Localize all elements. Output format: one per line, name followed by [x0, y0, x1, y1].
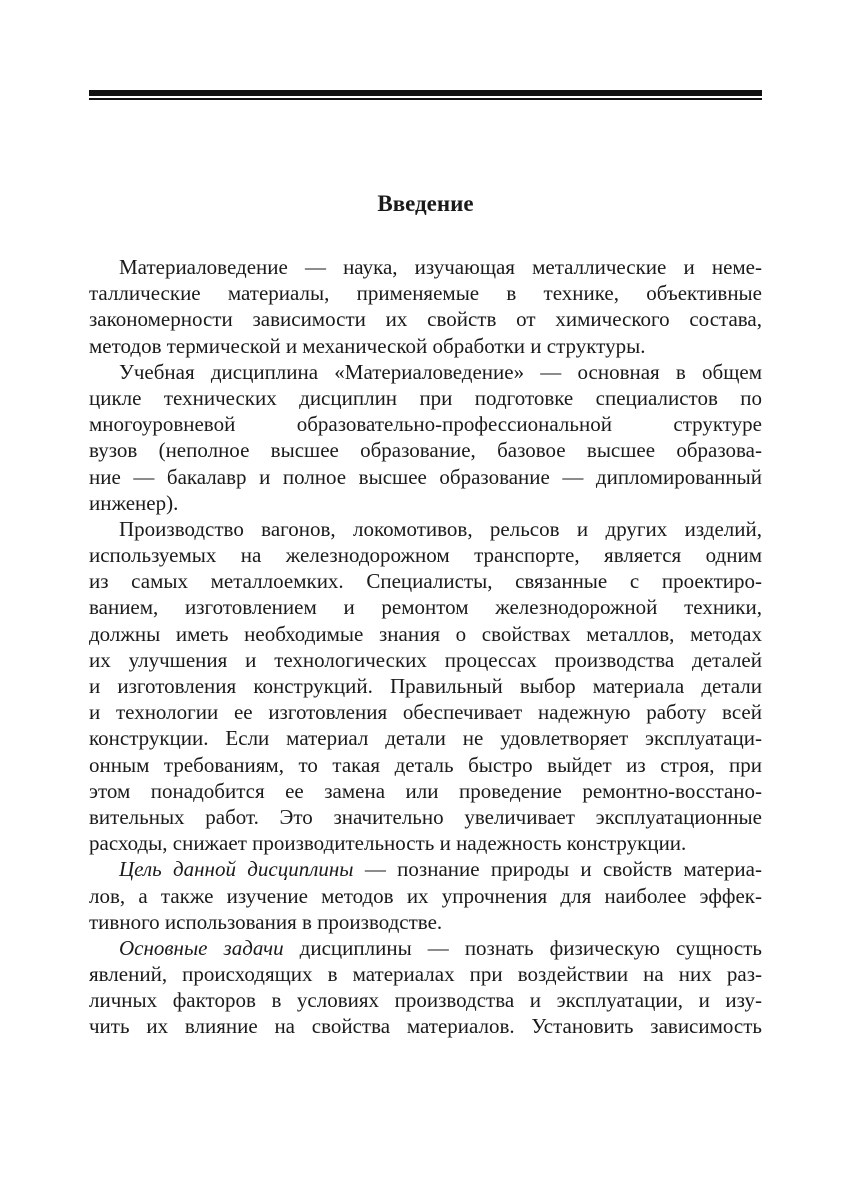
line-text: используемых на железнодорожном транспорте, является одним [89, 543, 762, 568]
line-text: таллические материалы, применяемые в технике, объективные [89, 281, 762, 306]
text-line [89, 673, 762, 699]
text-line [89, 987, 762, 1013]
line-text: ние — бакалавр и полное высшее образование — дипломированный [89, 464, 762, 489]
line-text: ванием, изготовлением и ремонтом железнодорожной техники, [89, 595, 762, 620]
text-line [89, 516, 762, 542]
line-text: многоуровневой образовательно-профессиональной структуре [89, 412, 762, 437]
text-line [89, 621, 762, 647]
emphasized-term: Основные задачи [119, 935, 284, 960]
line-text: цикле технических дисциплин при подготовке специалистов по [89, 385, 762, 410]
emphasized-term: Цель данной дисциплины [119, 857, 354, 882]
line-text: чить их влияние на свойства материалов. Установить зависимость [89, 1014, 762, 1039]
line-text: онным требованиям, то такая деталь быстро выйдет из строя, при [89, 752, 762, 777]
line-text: дисциплины — познать физическую сущность [283, 935, 762, 960]
line-text: вузов (неполное высшее образование, базовое высшее образова- [89, 438, 762, 463]
line-text: из самых металлоемких. Специалисты, связанные с проектиро- [89, 569, 762, 594]
line-text: должны иметь необходимые знания о свойствах металлов, методах [89, 621, 762, 646]
line-text: — познание природы и свойств материа- [353, 857, 762, 882]
text-line [89, 856, 762, 882]
line-text: вительных работ. Это значительно увеличивает эксплуатационные [89, 804, 762, 829]
text-line [89, 804, 762, 830]
line-text: и технологии ее изготовления обеспечивает надежную работу всей [89, 700, 762, 725]
text-line [89, 333, 762, 359]
text-line [89, 909, 762, 935]
text-line [89, 542, 762, 568]
line-text: Учебная дисциплина «Материаловедение» — основная в общем [119, 359, 762, 384]
line-text: лов, а также изучение методов их упрочнения для наиболее эффек- [89, 883, 762, 908]
text-line [89, 699, 762, 725]
paragraph [89, 935, 762, 1040]
text-line [89, 568, 762, 594]
line-text: закономерности зависимости их свойств от химического состава, [89, 307, 762, 332]
header-rule-thin [89, 98, 762, 100]
text-line [89, 778, 762, 804]
text-line [89, 437, 762, 463]
line-text: тивного использования в производстве. [89, 909, 443, 934]
text-line [89, 883, 762, 909]
text-line [89, 385, 762, 411]
text-line [89, 490, 762, 516]
text-line [89, 830, 762, 856]
body-text [89, 254, 762, 1040]
line-text: личных факторов в условиях производства и эксплуатации, и изу- [89, 988, 762, 1013]
text-line [89, 647, 762, 673]
header-rule-thick [89, 90, 762, 96]
line-text: Производство вагонов, локомотивов, рельсов и других изделий, [119, 516, 762, 541]
paragraph [89, 516, 762, 856]
line-text: конструкции. Если материал детали не удовлетворяет эксплуатаци- [89, 726, 762, 751]
text-line [89, 464, 762, 490]
text-line [89, 411, 762, 437]
line-text: методов термической и механической обработки и структуры. [89, 333, 646, 358]
text-line [89, 306, 762, 332]
line-text: этом понадобится ее замена или проведение ремонтно-восстано- [89, 778, 762, 803]
text-line [89, 359, 762, 385]
section-title: Введение [377, 191, 474, 216]
text-line [89, 1013, 762, 1039]
line-text: инженер). [89, 490, 179, 515]
line-text: их улучшения и технологических процессах производства деталей [89, 647, 762, 672]
text-line [89, 935, 762, 961]
text-line [89, 725, 762, 751]
text-line [89, 280, 762, 306]
line-text: явлений, происходящих в материалах при воздействии на них раз- [89, 962, 762, 987]
line-text: и изготовления конструкций. Правильный выбор материала детали [89, 674, 762, 698]
line-text: Материаловедение — наука, изучающая металлические и неме- [119, 255, 762, 279]
paragraph [89, 359, 762, 516]
paragraph [89, 254, 762, 359]
text-line [89, 594, 762, 620]
paragraph [89, 856, 762, 935]
line-text: расходы, снижает производительность и надежность конструкции. [89, 831, 687, 856]
text-line [89, 254, 762, 280]
text-line [89, 752, 762, 778]
text-line [89, 961, 762, 987]
